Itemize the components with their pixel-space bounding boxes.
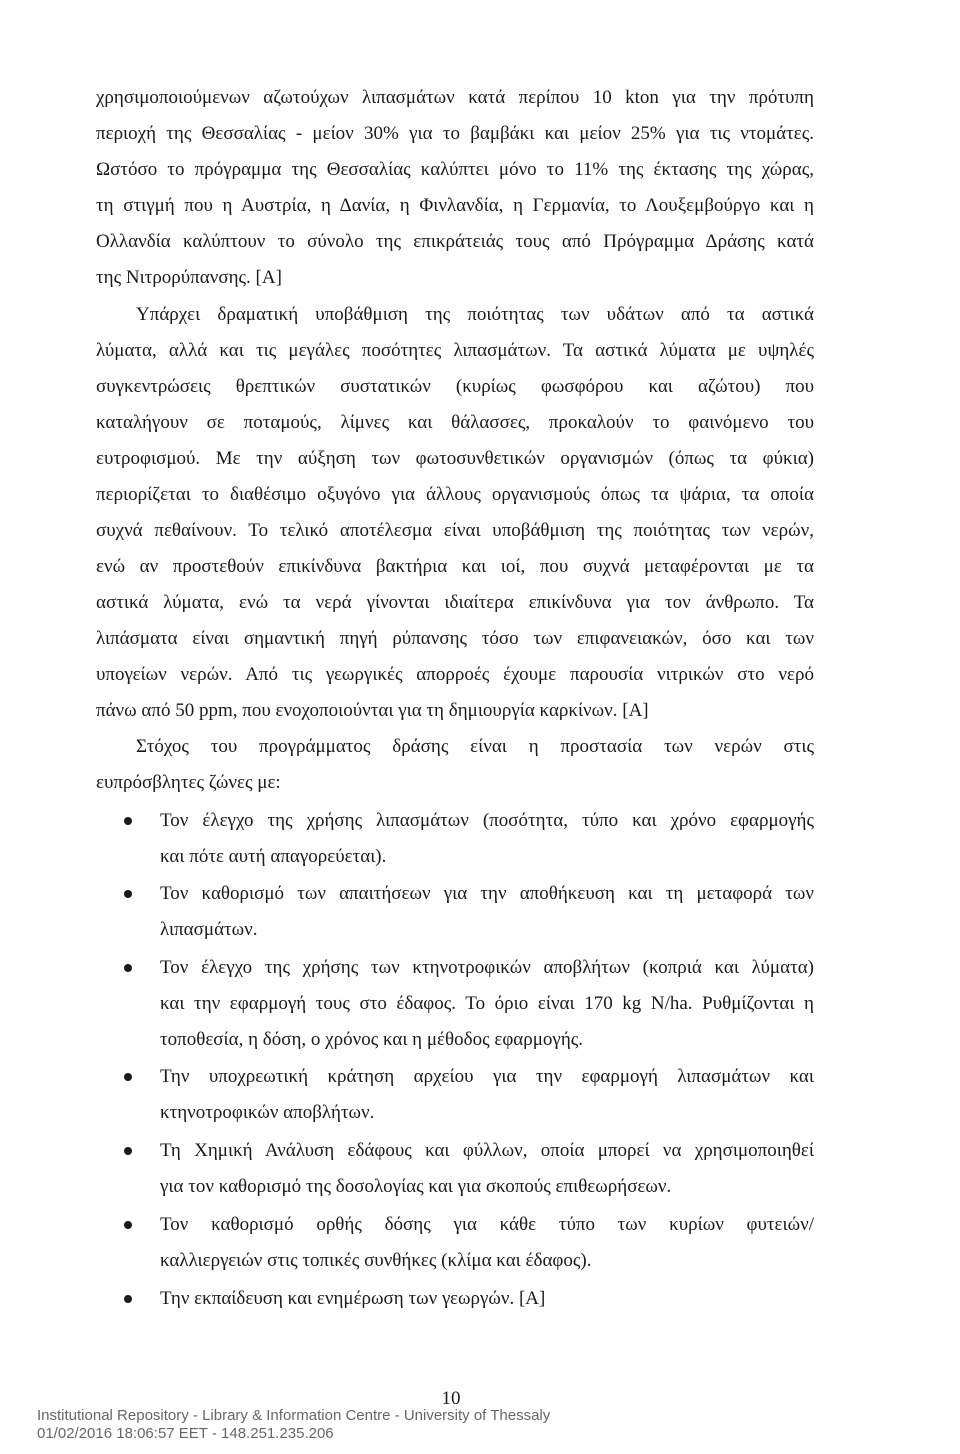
bullet-icon [124,964,132,972]
list-item-text: λιπασμάτων. [160,919,258,940]
text-line: περιορίζεται το διαθέσιμο οξυγόνο για άλλους οργανισμούς όπως τα ψάρια, τα οποία [96,484,814,505]
list-item-text: Τον καθορισμό ορθής δόσης για κάθε τύπο των κυρίων φυτειών/ [160,1214,814,1235]
list-item-text: και πότε αυτή απαγορεύεται). [160,846,387,867]
list-item-text: Τη Χημική Ανάλυση εδάφους και φύλλων, οποία μπορεί να χρησιμοποιηθεί [160,1140,814,1161]
bullet-icon [124,817,132,825]
text-line: περιοχή της Θεσσαλίας - μείον 30% για το βαμβάκι και μείον 25% για τις ντομάτες. [96,123,814,144]
text-line: υπογείων νερών. Από τις γεωργικές απορροές έχουμε παρουσία νιτρικών στο νερό [96,664,814,685]
text-line: καταλήγουν σε ποταμούς, λίμνες και θάλασσες, προκαλούν το φαινόμενο του [96,412,814,433]
text-line: ευτροφισμού. Με την αύξηση των φωτοσυνθετικών οργανισμών (όπως τα φύκια) [96,448,814,469]
text-line: πάνω από 50 ppm, που ενοχοποιούνται για τη δημιουργία καρκίνων. [Α] [96,700,649,721]
list-item-text: Τον καθορισμό των απαιτήσεων για την αποθήκευση και τη μεταφορά των [160,883,814,904]
footer-repository: Institutional Repository - Library & Information Centre - University of Thessaly [37,1407,551,1424]
list-item-text: τοποθεσία, η δόση, ο χρόνος και η μέθοδος εφαρμογής. [160,1029,584,1050]
text-line: ενώ αν προστεθούν επικίνδυνα βακτήρια και ιοί, που συχνά μεταφέρονται με τα [96,556,814,577]
text-line: τη στιγμή που η Αυστρία, η Δανία, η Φινλανδία, η Γερμανία, το Λουξεμβούργο και η [96,195,814,216]
bullet-icon [124,1073,132,1081]
text-line: Υπάρχει δραματική υποβάθμιση της ποιότητας των υδάτων από τα αστικά [136,304,814,325]
list-item-text: για τον καθορισμό της δοσολογίας και για σκοπούς επιθεωρήσεων. [160,1176,672,1197]
list-item-text: Την υποχρεωτική κράτηση αρχείου για την εφαρμογή λιπασμάτων και [160,1066,814,1087]
text-line: λιπάσματα είναι σημαντική πηγή ρύπανσης τόσο των επιφανειακών, όσο και των [96,628,814,649]
list-item-text: καλλιεργειών στις τοπικές συνθήκες (κλίμα και έδαφος). [160,1250,592,1271]
list-item-text: Την εκπαίδευση και ενημέρωση των γεωργών. [Α] [160,1288,546,1309]
list-item-text: Τον έλεγχο της χρήσης λιπασμάτων (ποσότητα, τύπο και χρόνο εφαρμογής [160,810,814,831]
page-number: 10 [441,1388,461,1409]
text-line: Στόχος του προγράμματος δράσης είναι η προστασία των νερών στις [136,736,814,757]
text-line: Ωστόσο το πρόγραμμα της Θεσσαλίας καλύπτει μόνο το 11% της έκτασης της χώρας, [96,159,814,180]
text-line: συχνά πεθαίνουν. Το τελικό αποτέλεσμα είναι υποβάθμιση της ποιότητας των νερών, [96,520,814,541]
list-item-text: Τον έλεγχο της χρήσης των κτηνοτροφικών αποβλήτων (κοπριά και λύματα) [160,957,814,978]
bullet-icon [124,1295,132,1303]
list-item-text: και την εφαρμογή τους στο έδαφος. Το όριο είναι 170 kg N/ha. Ρυθμίζονται η [160,993,814,1014]
bullet-icon [124,890,132,898]
bullet-icon [124,1221,132,1229]
text-line: Ολλανδία καλύπτουν το σύνολο της επικράτειάς τους από Πρόγραμμα Δράσης κατά [96,231,814,252]
text-line: ευπρόσβλητες ζώνες με: [96,772,281,793]
text-line: συγκεντρώσεις θρεπτικών συστατικών (κυρίως φωσφόρου και αζώτου) που [96,376,814,397]
footer-timestamp: 01/02/2016 18:06:57 EET - 148.251.235.206 [37,1425,334,1442]
text-line: αστικά λύματα, ενώ τα νερά γίνονται ιδιαίτερα επικίνδυνα για τον άνθρωπο. Τα [96,592,814,613]
text-line: της Νιτρορύπανσης. [Α] [96,267,282,288]
text-line: χρησιμοποιούμενων αζωτούχων λιπασμάτων κατά περίπου 10 kton για την πρότυπη [96,87,814,108]
bullet-icon [124,1147,132,1155]
text-line: λύματα, αλλά και τις μεγάλες ποσότητες λιπασμάτων. Τα αστικά λύματα με υψηλές [96,340,814,361]
list-item-text: κτηνοτροφικών αποβλήτων. [160,1102,375,1123]
